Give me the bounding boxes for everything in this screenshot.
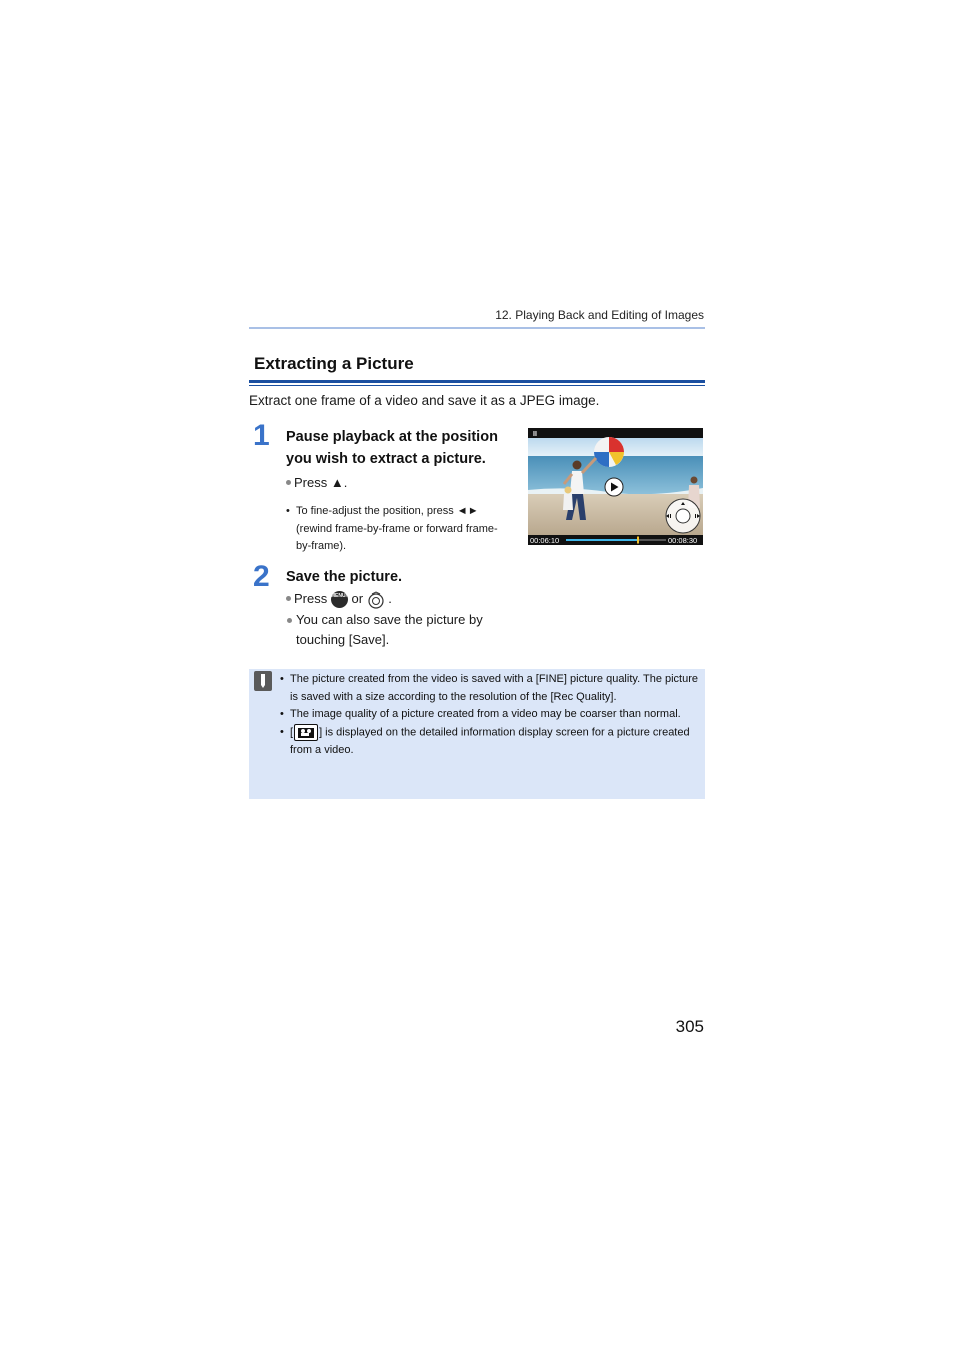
step-1-press [286,473,347,493]
bullet-dot [286,596,291,601]
step-1-number: 1 [253,419,270,452]
step-1-fine-adjust-text: To fine-adjust the position, press ◄► (rewind frame-by-frame or forward frame-by-frame). [296,505,498,552]
bullet-dot [286,480,291,485]
step-1-press-text: Press ▲. [294,475,348,490]
step-2-number: 2 [253,560,270,593]
playback-scene [528,428,703,545]
control-dial-icon [367,591,385,609]
time-current: 00:06:10 [530,536,560,545]
bullet-dot [287,618,292,623]
intro-text: Extract one frame of a video and save it as a JPEG image. [249,393,600,408]
note-pencil-icon [254,671,272,691]
step-2-press [286,589,392,609]
note-text [280,671,700,759]
step-2-press-suffix: . [388,591,392,606]
page-number: 305 [675,1017,704,1036]
header-rule [249,327,705,329]
time-total: 00:08:30 [668,536,698,545]
step-2-heading: Save the picture. [286,569,403,585]
note-item: • The picture created from the video is saved with a [FINE] picture quality. The picture is saved with a size according to the resolution of the [Rec Quality]. [280,671,700,706]
section-title: Extracting a Picture [254,354,414,373]
title-rule [249,380,705,383]
menu-set-button-icon: MENU/SET [331,591,348,608]
step-2-or: or [351,591,364,606]
step-1-heading: Pause playback at the position you wish to extract a picture. [286,429,498,467]
pause-indicator: II [533,431,537,438]
step-2-touch [286,610,521,650]
step-2-press-prefix: Press [294,591,328,606]
note-item-3 [280,724,700,760]
bullet: • [286,505,290,517]
progress-fill [566,539,638,541]
note-item: • The image quality of a picture created from a video may be coarser than normal. [280,706,700,724]
pencil-icon [254,671,272,691]
title-rule-thin [249,385,705,386]
note-item-3-prefix: [ [290,726,294,739]
chapter-header: 12. Playing Back and Editing of Images [495,308,704,322]
step-2-touch-text: You can also save the picture by touching [Save]. [296,612,483,647]
note-item-3-suffix: ] is displayed on the detailed information display screen for a picture created from a video. [290,726,690,756]
step-1-fine-adjust [286,503,511,556]
playback-screen [528,428,703,545]
progress-thumb [637,537,639,544]
video-picture-icon [294,724,318,741]
